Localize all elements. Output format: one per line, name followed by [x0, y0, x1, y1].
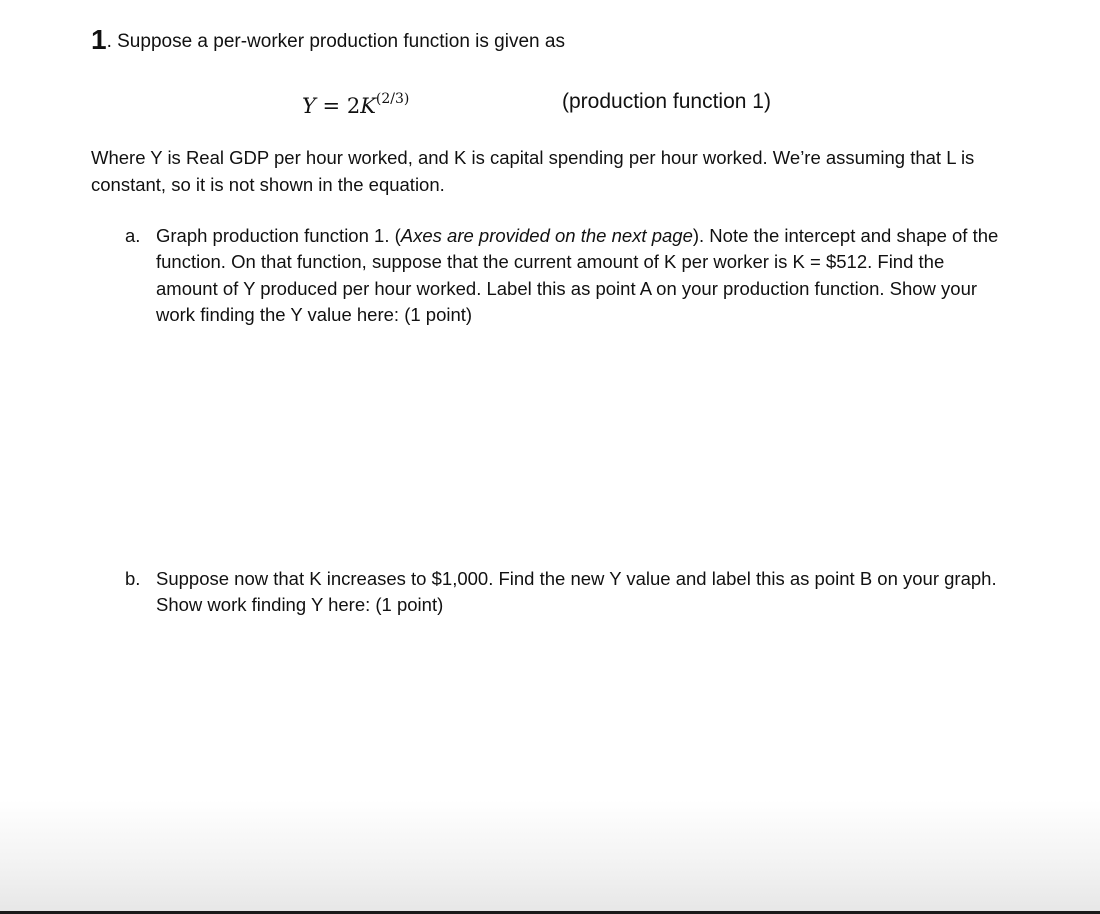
equation-label: (production function 1): [562, 90, 771, 113]
part-a-text-2: ). Note the intercept and shape of the function. On that function, suppose that the current amount of K per worker is K = $512. Find the amount of Y produced per hour worked. Label this as point A on your production function. Show your work finding the Y value here: (1 point): [156, 225, 999, 325]
part-a-text: [156, 223, 1001, 328]
part-b-marker: b.: [125, 568, 141, 589]
part-a-italic-note: Axes are provided on the next page: [400, 225, 693, 246]
equation-variable: K: [360, 94, 376, 118]
equation-equals: = 2: [315, 94, 361, 118]
equation-exponent: (2/3): [375, 91, 410, 107]
part-a-text-1: Graph production function 1. (: [156, 225, 401, 246]
equation-lhs: Y: [302, 94, 316, 118]
part-a-marker: a.: [125, 225, 141, 246]
question-intro: . Suppose a per-worker production function is given as: [106, 31, 565, 52]
part-b-text: Suppose now that K increases to $1,000. Find the new Y value and label this as point B on your graph. Show work finding Y here: (1 point): [156, 568, 997, 616]
question-heading: [91, 26, 565, 56]
bottom-shadow: [0, 800, 1100, 912]
question-number: 1: [91, 24, 107, 55]
production-function-equation: [302, 84, 409, 121]
description-paragraph: Where Y is Real GDP per hour worked, and K is capital spending per hour worked. We’re assuming that L is constant, so it is not shown in the equation.: [91, 147, 975, 195]
